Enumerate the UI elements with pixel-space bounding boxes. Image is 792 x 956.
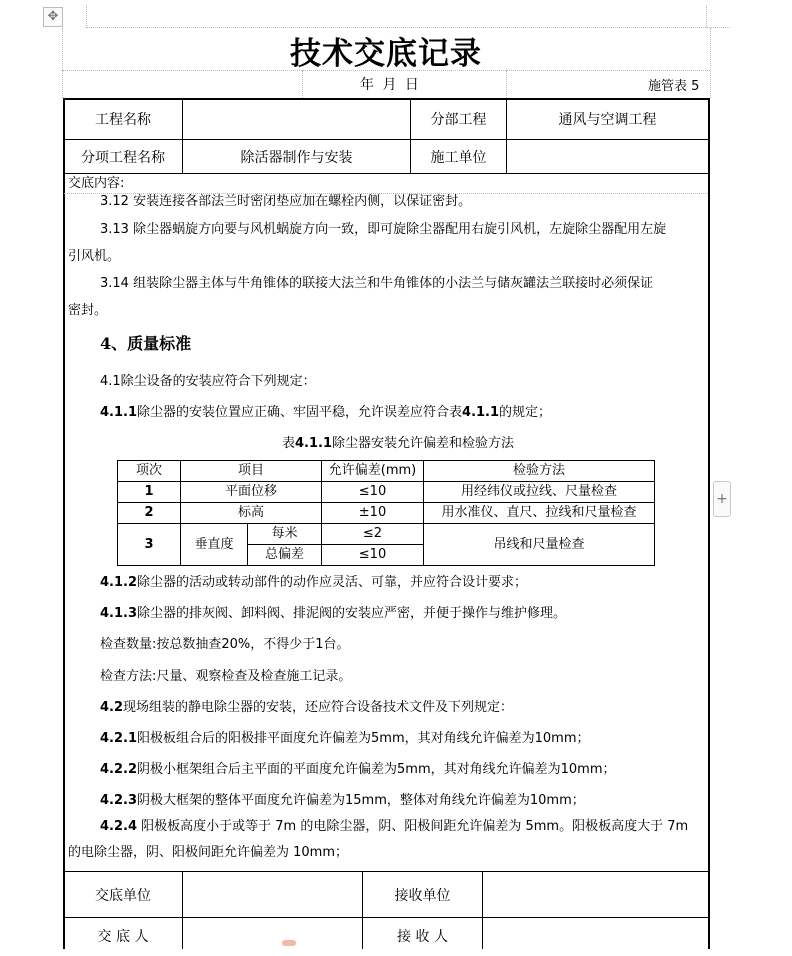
table-row [118, 503, 655, 524]
para-3-14-line2: 密封。 [68, 303, 108, 318]
para-4-2-2: 4.2.2阴极小框架组合后主平面的平面度允许偏差为5mm，其对角线允许偏差为10mm； [100, 762, 616, 777]
row-item: 平面位移 [181, 482, 322, 503]
document-title: 技术交底记录 [290, 36, 482, 72]
para-4-1: 4.1除尘设备的安装应符合下列规定： [100, 374, 316, 389]
project-name-label: 工程名称 [95, 112, 151, 128]
row-method: 用经纬仪或拉线、尺量检查 [424, 482, 655, 503]
section-4-heading: 4、质量标准 [100, 334, 192, 353]
para-4-2-4-line1: 4.2.4 阳极板高度小于或等于 7m 的电除尘器，阴、阳极间距允许偏差为 5mm。阳极板高度大于 7m [100, 819, 689, 834]
row-item: 垂直度 [181, 524, 248, 566]
contractor-value[interactable] [507, 140, 708, 173]
receiver-unit-label: 接收单位 [394, 887, 451, 904]
table-row [118, 524, 655, 545]
row-item: 标高 [181, 503, 322, 524]
row-tolerance: ±10 [322, 503, 424, 524]
para-4-1-2: 4.1.2除尘器的活动或转动部件的动作应灵活、可靠，并应符合设计要求； [100, 575, 528, 590]
receiver-unit-value[interactable] [483, 872, 708, 917]
guide-line [302, 70, 303, 98]
division-label: 分部工程 [430, 112, 487, 128]
guide-line [86, 5, 87, 28]
para-4-1-1: 4.1.1除尘器的安装位置应正确、牢固平稳，允许误差应符合表4.1.1的规定； [100, 405, 552, 420]
record-date: 年 月 日 [360, 77, 421, 93]
para-4-2-4-line2: 的电除尘器，阴、阳极间距允许偏差为 10mm； [68, 845, 349, 860]
row-method: 用水准仪、直尺、拉线和尺量检查 [424, 503, 655, 524]
content-label: 交底内容: [68, 176, 125, 191]
row-method: 吊线和尺量检查 [424, 524, 655, 566]
receiver-person-label: 接 收 人 [397, 929, 448, 945]
row-no: 3 [118, 524, 181, 566]
para-4-2-1: 4.2.1阳极板组合后的阳极排平面度允许偏差为5mm，其对角线允许偏差为10mm； [100, 731, 590, 746]
guide-line [710, 28, 711, 98]
subitem-label: 分项工程名称 [81, 149, 165, 166]
guide-line [506, 70, 507, 98]
col-header: 项次 [118, 461, 181, 482]
col-header: 允许偏差(mm) [322, 461, 424, 482]
para-4-2-3: 4.2.3阴极大框架的整体平面度允许偏差为15mm，整体对角线允许偏差为10mm； [100, 793, 585, 808]
col-header: 项目 [181, 461, 322, 482]
para-4-1-3: 4.1.3除尘器的排灰阀、卸料阀、排泥阀的安装应严密，并便于操作与维护修理。 [100, 606, 567, 621]
row-subitem: 总偏差 [248, 545, 322, 566]
handover-unit-label: 交底单位 [95, 887, 151, 904]
para-4-2: 4.2现场组装的静电除尘器的安装，还应符合设备技术文件及下列规定： [100, 700, 514, 715]
row-tolerance: ≤10 [322, 482, 424, 503]
para-3-12: 3.12 安装连接各部法兰时密闭垫应加在螺栓内侧，以保证密封。 [100, 194, 472, 209]
row-subitem: 每米 [248, 524, 322, 545]
row-tolerance: ≤2 [322, 524, 424, 545]
stamp-fragment [282, 940, 296, 946]
row-tolerance: ≤10 [322, 545, 424, 566]
para-3-13-line1: 3.13 除尘器蜗旋方向要与风机蜗旋方向一致，即可旋除尘器配用右旋引风机，左旋除尘器配用左旋 [100, 222, 667, 237]
col-header: 检验方法 [424, 461, 655, 482]
row-no: 1 [118, 482, 181, 503]
subitem-value[interactable]: 除活器制作与安装 [240, 149, 353, 166]
check-quantity: 检查数量:按总数抽查20%，不得少于1台。 [100, 637, 350, 652]
para-3-13-line2: 引风机。 [68, 249, 121, 264]
form-number: 施管表 5 [648, 79, 700, 94]
handover-person-label: 交 底 人 [97, 929, 149, 945]
para-3-14-line1: 3.14 组装除尘器主体与牛角锥体的联接大法兰和牛角锥体的小法兰与储灰罐法兰联接时必须保证 [100, 276, 654, 291]
guide-line [706, 5, 707, 28]
contractor-label: 施工单位 [430, 149, 487, 166]
table-caption: 表4.1.1除尘器安装允许偏差和检验方法 [282, 436, 515, 451]
tolerance-table [117, 460, 655, 566]
add-column-plus-icon[interactable]: + [713, 481, 731, 517]
handover-unit-value[interactable] [183, 872, 362, 917]
table-header-row [118, 461, 655, 482]
division-value[interactable]: 通风与空调工程 [558, 112, 657, 128]
table-move-handle-icon[interactable]: ✥ [43, 7, 63, 27]
check-method: 检查方法:尺量、观察检查及检查施工记录。 [100, 669, 352, 684]
project-name-value[interactable] [183, 99, 410, 139]
table-row [118, 482, 655, 503]
row-no: 2 [118, 503, 181, 524]
